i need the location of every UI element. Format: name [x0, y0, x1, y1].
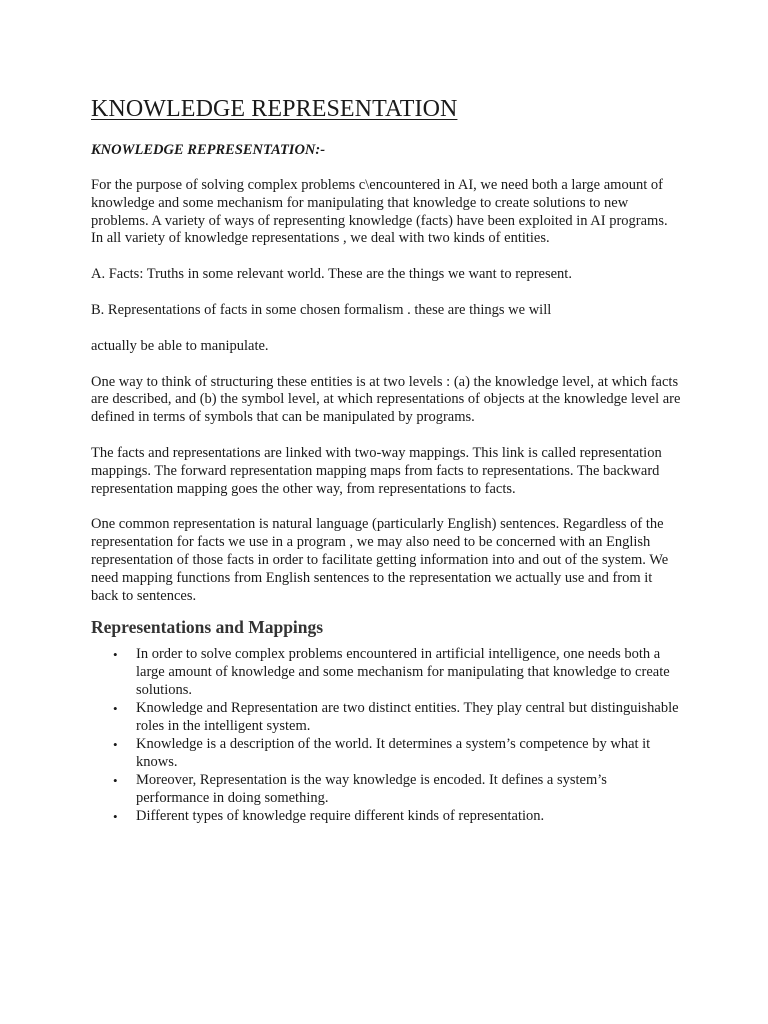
list-item: [91, 700, 681, 736]
paragraph-levels: One way to think of structuring these entities is at two levels : (a) the knowledge level, at which facts are described, and (b) the symbol level, at which representations of objects at the knowledge level are defined in terms of symbols that can be manipulated by programs.: [91, 373, 681, 426]
section-heading: Representations and Mappings: [91, 617, 324, 638]
paragraph-manipulate: actually be able to manipulate.: [91, 337, 269, 354]
list-item-text: Knowledge and Representation are two distinct entities. They play central but distinguishable roles in the intelligent system.: [136, 700, 679, 734]
list-item: [91, 646, 681, 699]
list-item: [91, 808, 681, 826]
paragraph-intro: For the purpose of solving complex problems c\encountered in AI, we need both a large amount of knowledge and some mechanism for manipulating that knowledge to create solutions to new problems. A variety of ways of representing knowledge (facts) have been exploited in AI programs. In all variety of knowledge representations , we deal with two kinds of entities.: [91, 177, 668, 247]
bullet-icon: •: [113, 772, 118, 788]
bullet-icon: •: [113, 808, 118, 824]
document-page: [91, 94, 681, 826]
bullet-icon: •: [113, 647, 118, 663]
paragraph-mappings: The facts and representations are linked with two-way mappings. This link is called representation mappings. The forward representation mapping maps from facts to representations. The backward representation mapping goes the other way, from representations to facts.: [91, 444, 662, 497]
bullet-list: [91, 646, 681, 825]
list-item: [91, 772, 681, 808]
paragraph-facts: A. Facts: Truths in some relevant world. These are the things we want to represent.: [91, 266, 572, 283]
document-title: KNOWLEDGE REPRESENTATION: [91, 96, 458, 122]
list-item: [91, 736, 681, 772]
list-item-text: Moreover, Representation is the way knowledge is encoded. It defines a system’s performance in doing something.: [136, 771, 607, 806]
paragraph-natural-language: One common representation is natural language (particularly English) sentences. Regardless of the representation for facts we use in a program , we may also need to be concerned with an English representation of those facts in order to facilitate getting information into and out of the system. We need mapping functions from English sentences to the representation we actually use and from it back to sentences.: [91, 516, 669, 604]
bullet-icon: •: [113, 736, 118, 752]
bullet-icon: •: [113, 701, 118, 717]
list-item-text: Knowledge is a description of the world. It determines a system’s competence by what it knows.: [136, 735, 651, 770]
paragraph-representations: B. Representations of facts in some chosen formalism . these are things we will: [91, 301, 552, 318]
document-subtitle: KNOWLEDGE REPRESENTATION:-: [91, 142, 326, 158]
list-item-text: In order to solve complex problems encountered in artificial intelligence, one needs both a large amount of knowledge and some mechanism for manipulating that knowledge to create solutions.: [136, 646, 670, 698]
list-item-text: Different types of knowledge require different kinds of representation.: [136, 807, 545, 824]
